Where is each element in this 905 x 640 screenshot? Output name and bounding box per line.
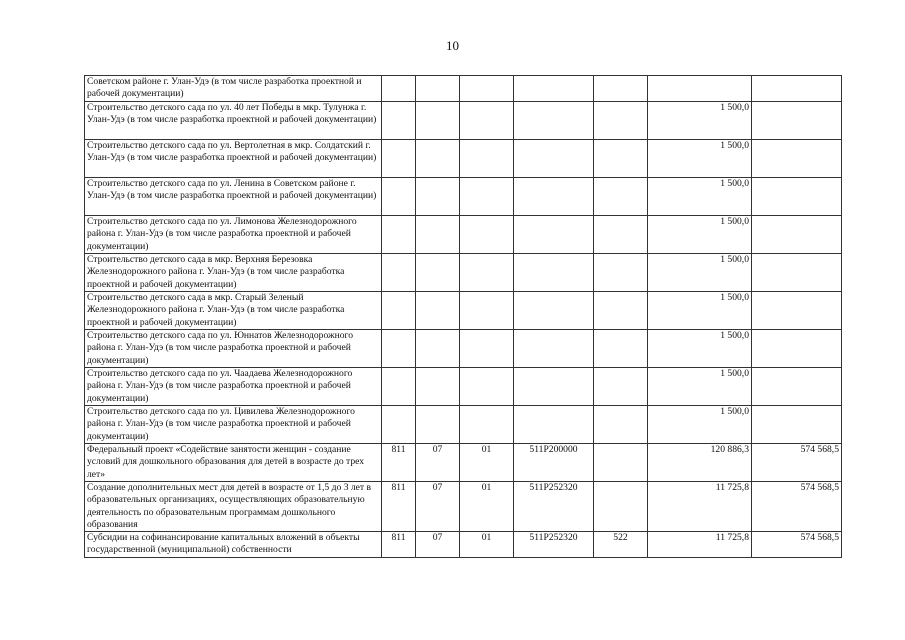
amount-year-1: 1 500,0: [648, 292, 752, 330]
ved-code: [382, 330, 416, 368]
subsection-code: [460, 216, 514, 254]
amount-year-1: 1 500,0: [648, 140, 752, 178]
target-article-code: [514, 178, 594, 216]
amount-year-2: [752, 102, 842, 140]
row-name: Советском районе г. Улан-Удэ (в том числе разработка проектной и рабочей документации): [85, 76, 382, 102]
ved-code: [382, 254, 416, 292]
table-row: [85, 140, 842, 178]
page-number: 10: [446, 38, 459, 53]
row-name: Строительство детского сада по ул. Лимонова Железнодорожного района г. Улан-Удэ (в том числе разработка проектной и рабочей документации): [85, 216, 382, 254]
amount-year-2: [752, 292, 842, 330]
table-row: [85, 254, 842, 292]
subsection-code: [460, 76, 514, 102]
target-article-code: [514, 140, 594, 178]
row-name: Создание дополнительных мест для детей в возрасте от 1,5 до 3 лет в образовательных организациях, осуществляющих образовательную деятельность по образовательным программам дошкольного образования: [85, 482, 382, 532]
amount-year-1: 11 725,8: [648, 532, 752, 558]
ved-code: 811: [382, 532, 416, 558]
amount-year-2: 574 568,5: [752, 444, 842, 482]
subsection-code: [460, 406, 514, 444]
target-article-code: [514, 406, 594, 444]
ved-code: [382, 76, 416, 102]
subsection-code: [460, 254, 514, 292]
section-code: [416, 330, 460, 368]
row-name: Субсидии на софинансирование капитальных вложений в объекты государственной (муниципальной) собственности: [85, 532, 382, 558]
subsection-code: 01: [460, 444, 514, 482]
amount-year-1: 120 886,3: [648, 444, 752, 482]
row-name: Строительство детского сада по ул. Юннатов Железнодорожного района г. Улан-Удэ (в том числе разработка проектной и рабочей документации): [85, 330, 382, 368]
expense-type-code: [594, 76, 648, 102]
ved-code: [382, 216, 416, 254]
target-article-code: [514, 330, 594, 368]
amount-year-2: [752, 406, 842, 444]
ved-code: [382, 368, 416, 406]
amount-year-1: 11 725,8: [648, 482, 752, 532]
subsection-code: 01: [460, 482, 514, 532]
section-code: [416, 406, 460, 444]
expense-type-code: [594, 368, 648, 406]
table-row: [85, 482, 842, 532]
target-article-code: [514, 292, 594, 330]
row-name: Федеральный проект «Содействие занятости женщин - создание условий для дошкольного образования для детей в возрасте до трех лет»: [85, 444, 382, 482]
amount-year-2: [752, 216, 842, 254]
amount-year-2: 574 568,5: [752, 482, 842, 532]
table-row: [85, 292, 842, 330]
row-name: Строительство детского сада по ул. Чаадаева Железнодорожного района г. Улан-Удэ (в том числе разработка проектной и рабочей документации): [85, 368, 382, 406]
target-article-code: [514, 216, 594, 254]
expense-type-code: 522: [594, 532, 648, 558]
amount-year-1: [648, 76, 752, 102]
amount-year-1: 1 500,0: [648, 368, 752, 406]
amount-year-2: [752, 178, 842, 216]
expense-type-code: [594, 216, 648, 254]
amount-year-1: 1 500,0: [648, 406, 752, 444]
section-code: 07: [416, 482, 460, 532]
table-row: [85, 76, 842, 102]
table-row: [85, 532, 842, 558]
expense-type-code: [594, 292, 648, 330]
table-row: [85, 102, 842, 140]
expense-type-code: [594, 406, 648, 444]
section-code: [416, 216, 460, 254]
row-name: Строительство детского сада в мкр. Верхняя Березовка Железнодорожного района г. Улан-Удэ (в том числе разработка проектной и рабочей документации): [85, 254, 382, 292]
target-article-code: 511P252320: [514, 482, 594, 532]
amount-year-1: 1 500,0: [648, 330, 752, 368]
table-row: [85, 330, 842, 368]
table-row: [85, 368, 842, 406]
table-row: [85, 216, 842, 254]
amount-year-1: 1 500,0: [648, 178, 752, 216]
ved-code: [382, 292, 416, 330]
amount-year-2: [752, 76, 842, 102]
expense-type-code: [594, 254, 648, 292]
ved-code: 811: [382, 482, 416, 532]
amount-year-2: [752, 254, 842, 292]
subsection-code: [460, 178, 514, 216]
expense-type-code: [594, 178, 648, 216]
ved-code: [382, 178, 416, 216]
table-row: [85, 406, 842, 444]
expense-type-code: [594, 482, 648, 532]
section-code: [416, 76, 460, 102]
section-code: [416, 368, 460, 406]
section-code: [416, 292, 460, 330]
section-code: [416, 102, 460, 140]
expense-type-code: [594, 330, 648, 368]
table-row: [85, 444, 842, 482]
section-code: [416, 140, 460, 178]
target-article-code: 511P200000: [514, 444, 594, 482]
subsection-code: [460, 330, 514, 368]
table-row: [85, 178, 842, 216]
amount-year-1: 1 500,0: [648, 254, 752, 292]
amount-year-2: 574 568,5: [752, 532, 842, 558]
amount-year-2: [752, 330, 842, 368]
expense-type-code: [594, 444, 648, 482]
row-name: Строительство детского сада в мкр. Старый Зеленый Железнодорожного района г. Улан-Удэ (в том числе разработка проектной и рабочей документации): [85, 292, 382, 330]
amount-year-1: 1 500,0: [648, 216, 752, 254]
target-article-code: [514, 368, 594, 406]
target-article-code: [514, 76, 594, 102]
section-code: [416, 178, 460, 216]
row-name: Строительство детского сада по ул. 40 лет Победы в мкр. Тулунжа г. Улан-Удэ (в том числе разработка проектной и рабочей документации): [85, 102, 382, 140]
target-article-code: 511P252320: [514, 532, 594, 558]
expense-type-code: [594, 102, 648, 140]
amount-year-1: 1 500,0: [648, 102, 752, 140]
amount-year-2: [752, 368, 842, 406]
section-code: [416, 254, 460, 292]
ved-code: [382, 102, 416, 140]
row-name: Строительство детского сада по ул. Цивилева Железнодорожного района г. Улан-Удэ (в том числе разработка проектной и рабочей документации): [85, 406, 382, 444]
row-name: Строительство детского сада по ул. Ленина в Советском районе г. Улан-Удэ (в том числе разработка проектной и рабочей документации): [85, 178, 382, 216]
subsection-code: 01: [460, 532, 514, 558]
ved-code: 811: [382, 444, 416, 482]
row-name: Строительство детского сада по ул. Вертолетная в мкр. Солдатский г. Улан-Удэ (в том числе разработка проектной и рабочей документации): [85, 140, 382, 178]
section-code: 07: [416, 444, 460, 482]
subsection-code: [460, 292, 514, 330]
section-code: 07: [416, 532, 460, 558]
amount-year-2: [752, 140, 842, 178]
subsection-code: [460, 102, 514, 140]
ved-code: [382, 140, 416, 178]
expense-type-code: [594, 140, 648, 178]
subsection-code: [460, 368, 514, 406]
target-article-code: [514, 102, 594, 140]
ved-code: [382, 406, 416, 444]
target-article-code: [514, 254, 594, 292]
subsection-code: [460, 140, 514, 178]
budget-table: [84, 75, 842, 558]
